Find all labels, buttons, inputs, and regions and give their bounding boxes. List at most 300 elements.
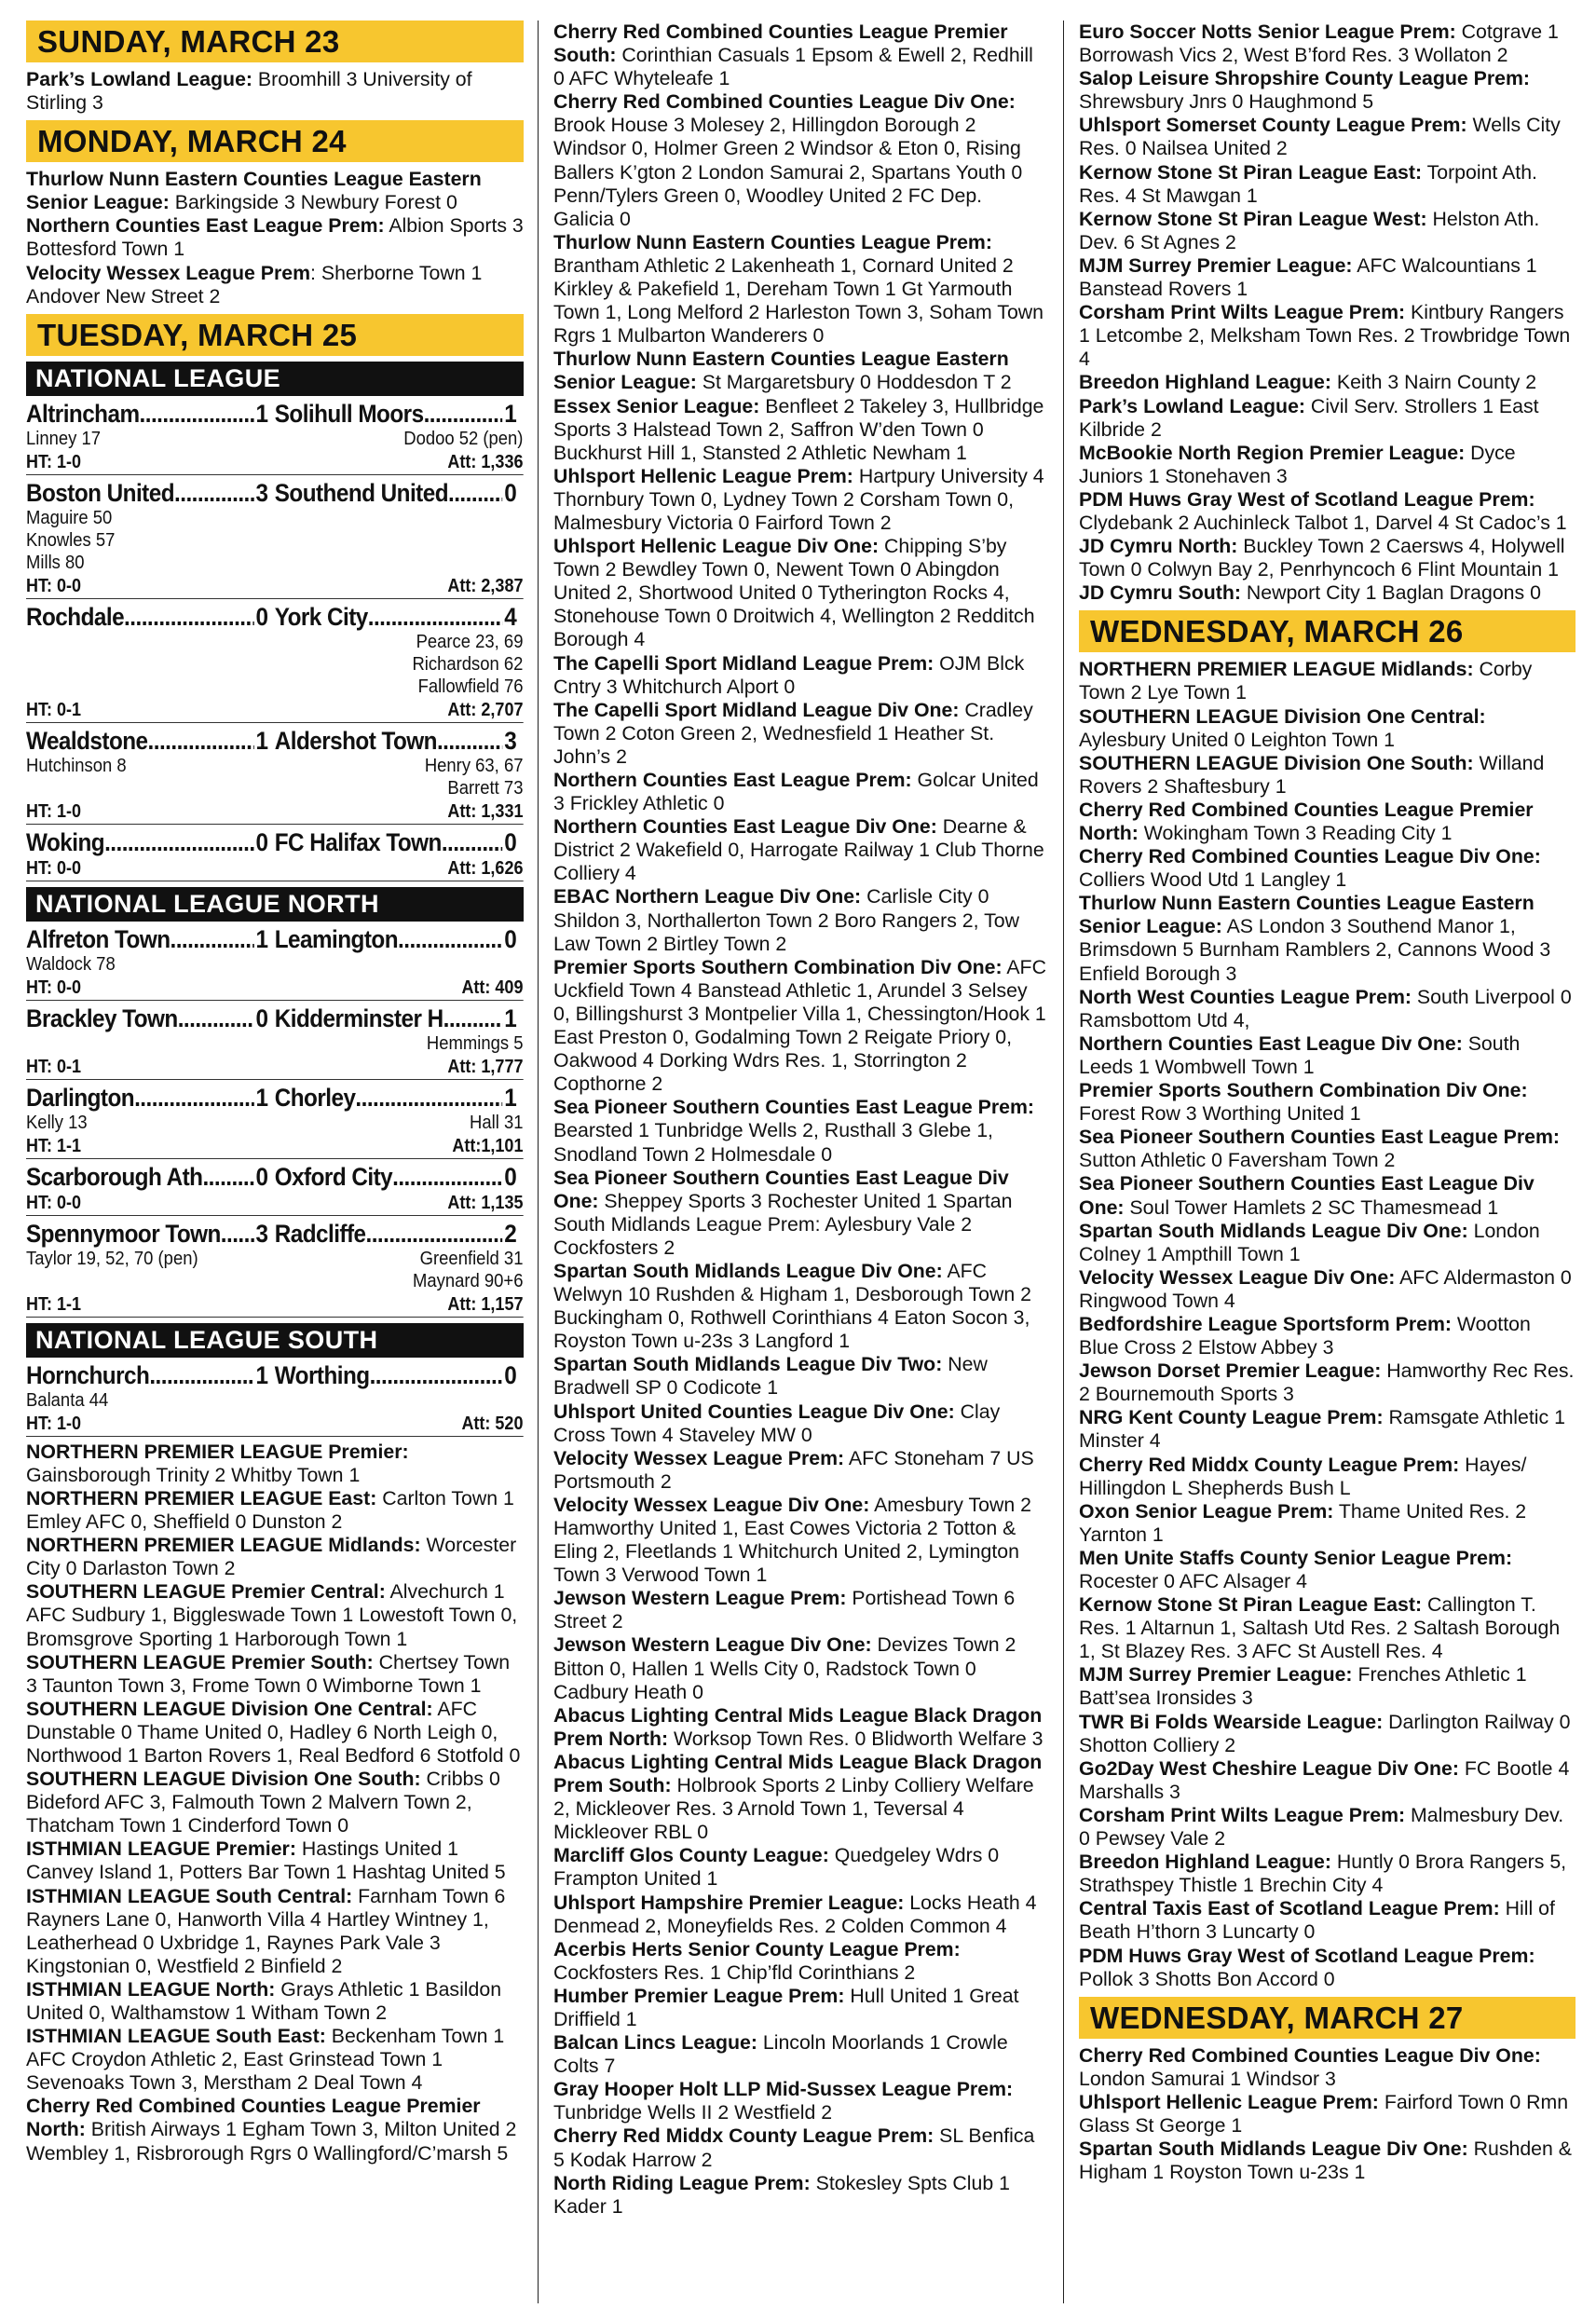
league-name: Uhlsport Hellenic League Div One:	[553, 535, 880, 558]
result-text: Worksop Town Res. 0 Blidworth Welfare 3	[668, 1727, 1044, 1750]
national-league-north-matches	[26, 925, 524, 1318]
column-2	[553, 20, 1047, 2219]
result-text: Holbrook Sports 2 Linby Colliery Welfare 2, Mickleover Res. 3 Arnold Town 1, Teversal 4 Mickleover RBL 0	[553, 1774, 1034, 1844]
column-1	[26, 20, 524, 2165]
result-entry	[26, 2025, 524, 2095]
result-text: Fairford Town 0 Rmn Glass St George 1	[1079, 2090, 1569, 2137]
result-text: Cradley Town 2 Coton Green 2, Wednesfield 1 Heather St. John’s 2	[553, 698, 1033, 768]
tuesday-results	[26, 1441, 524, 2165]
leader-dots	[370, 1361, 503, 1389]
result-entry	[26, 1885, 524, 1978]
away-team: Worthing	[274, 1360, 370, 1389]
league-name: NORTHERN PREMIER LEAGUE Midlands:	[1079, 658, 1474, 681]
result-text: Dearne & District 2 Wakefield 0, Harrogate Railway 1 Club Thorne Colliery 4	[553, 815, 1044, 885]
result-entry	[1079, 371, 1576, 394]
result-entry	[553, 815, 1047, 885]
result-text: Wootton Blue Cross 2 Elstow Abbey 3	[1079, 1312, 1531, 1359]
leader-dots	[424, 400, 503, 428]
result-entry	[1079, 1126, 1576, 1172]
home-team: Hornchurch	[26, 1360, 150, 1389]
league-name: Spartan South Midlands League Div One:	[1079, 1219, 1468, 1242]
result-text: Alvechurch 1 AFC Sudbury 1, Biggleswade Town 1 Lowestoft Town 0, Bromsgrove Sporting 1 Harborough Town 1	[26, 1580, 518, 1650]
result-entry	[1079, 488, 1576, 535]
match-line	[26, 925, 523, 953]
home-scorer: Balanta 44	[26, 1388, 109, 1411]
home-team: Rochdale	[26, 602, 125, 631]
away-team: Solihull Moors	[274, 399, 424, 428]
league-name: Cherry Red Combined Counties League Premier North:	[26, 2095, 481, 2141]
result-text: Wokingham Town 3 Reading City 1	[1138, 822, 1453, 844]
result-text: London Colney 1 Ampthill Town 1	[1079, 1219, 1540, 1265]
league-name: Oxon Senior League Prem:	[1079, 1499, 1334, 1523]
half-time-score: HT: 0-1	[26, 1056, 82, 1077]
result-entry	[1079, 395, 1576, 442]
league-name: Cherry Red Combined Counties League Div One:	[1079, 845, 1541, 868]
league-name: Uhlsport Somerset County League Prem:	[1079, 114, 1467, 137]
result-entry	[1079, 986, 1576, 1032]
result-entry	[553, 1844, 1047, 1891]
away-team: Kidderminster H	[274, 1004, 443, 1032]
away-team: York City	[274, 602, 368, 631]
result-text: Chertsey Town 3 Taunton Town 3, Frome Town 0 Wimborne Town 1	[26, 1650, 511, 1697]
half-time-row	[26, 574, 523, 599]
leader-dots	[442, 828, 503, 856]
league-name: Northern Counties East League Div One:	[553, 815, 937, 839]
league-name: JD Cymru North:	[1079, 535, 1238, 558]
home-team: Woking	[26, 827, 105, 856]
league-name: Salop Leisure Shropshire County League Prem:	[1079, 67, 1531, 90]
match-result	[26, 1361, 524, 1437]
league-name: SOUTHERN LEAGUE Division One South:	[26, 1768, 421, 1791]
half-time-row	[26, 1055, 523, 1080]
leader-dots	[149, 1361, 253, 1389]
result-entry	[553, 1704, 1047, 1751]
result-entry	[1079, 581, 1576, 605]
result-text: Corby Town 2 Lye Town 1	[1079, 658, 1533, 704]
result-entry	[26, 1580, 524, 1650]
away-scorer: Dodoo 52 (pen)	[403, 427, 524, 449]
result-text: OJM Blck Cntry 3 Whitchurch Alport 0	[553, 651, 1025, 698]
half-time-row	[26, 1191, 523, 1216]
home-team: Darlington	[26, 1083, 135, 1112]
result-entry	[1079, 1454, 1576, 1500]
result-entry	[26, 1698, 524, 1768]
half-time-score: HT: 0-0	[26, 575, 82, 596]
league-name: Kernow Stone St Piran League West:	[1079, 207, 1427, 230]
result-entry	[1079, 535, 1576, 581]
result-entry	[1079, 705, 1576, 752]
result-entry	[1079, 208, 1576, 254]
match-line	[26, 1361, 523, 1389]
half-time-row	[26, 1134, 523, 1159]
match-result	[26, 479, 524, 599]
result-entry	[1079, 1711, 1576, 1757]
home-score: 3	[255, 478, 268, 507]
result-entry	[553, 1353, 1047, 1400]
away-score: 0	[504, 1162, 517, 1191]
result-entry	[553, 1587, 1047, 1633]
league-name: Corsham Print Wilts League Prem:	[1079, 1803, 1406, 1826]
result-text: New Bradwell SP 0 Codicote 1	[553, 1353, 988, 1400]
away-scorer: Barrett 73	[447, 776, 524, 799]
match-line	[26, 828, 523, 856]
home-score: 0	[255, 1004, 268, 1032]
home-score: 1	[255, 1083, 268, 1112]
away-score: 2	[504, 1219, 517, 1248]
league-name: Spartan South Midlands League Div One:	[1079, 2138, 1468, 2161]
league-name: ISTHMIAN LEAGUE Premier:	[26, 1837, 296, 1861]
home-team: Brackley Town	[26, 1004, 178, 1032]
result-text: Thame United Res. 2 Yarnton 1	[1079, 1499, 1527, 1546]
league-name: Spartan South Midlands League Div One:	[553, 1259, 943, 1282]
league-name: The Capelli Sport Midland League Div One:	[553, 698, 960, 721]
match-line	[26, 1004, 523, 1032]
league-name: SOUTHERN LEAGUE Premier Central:	[26, 1580, 386, 1604]
result-entry	[1079, 301, 1576, 371]
result-text: Lincoln Moorlands 1 Crowle Colts 7	[553, 2031, 1008, 2078]
result-text: Ramsgate Athletic 1 Minster 4	[1079, 1406, 1565, 1453]
result-entry	[26, 1978, 524, 2025]
league-name: SOUTHERN LEAGUE Division One South:	[1079, 751, 1474, 774]
home-team: Altrincham	[26, 399, 140, 428]
half-time-score: HT: 0-0	[26, 857, 82, 879]
attendance: Att: 409	[461, 977, 524, 998]
away-scorer: Greenfield 31	[419, 1247, 524, 1269]
league-name: Corsham Print Wilts League Prem:	[1079, 301, 1406, 324]
match-line	[26, 1084, 523, 1112]
leader-dots	[398, 925, 502, 953]
result-entry	[553, 1751, 1047, 1844]
half-time-score: HT: 1-0	[26, 800, 82, 822]
league-name: Sea Pioneer Southern Counties East League Div One:	[1079, 1172, 1535, 1219]
match-result	[26, 1163, 524, 1216]
league-name: SOUTHERN LEAGUE Division One Central:	[1079, 704, 1486, 728]
national-league-matches	[26, 400, 524, 881]
result-text: Stokesley Spts Club 1 Kader 1	[553, 2171, 1010, 2218]
result-entry	[1079, 1663, 1576, 1710]
league-name: NORTHERN PREMIER LEAGUE Premier:	[26, 1440, 409, 1463]
date-banner-wednesday-26: WEDNESDAY, MARCH 26	[1079, 610, 1576, 652]
home-score: 1	[255, 1360, 268, 1389]
result-text: Wells City Res. 0 Nailsea United 2	[1079, 114, 1561, 160]
leader-dots	[392, 1163, 502, 1191]
result-text: British Airways 1 Egham Town 3, Milton United 2 Wembley 1, Risbrorough Rgrs 0 Wallingford/C’marsh 5	[26, 2118, 517, 2165]
result-entry	[1079, 2044, 1576, 2091]
result-text: Locks Heath 4 Denmead 2, Moneyfields Res. 2 Colden Common 4	[553, 1891, 1037, 1937]
result-entry	[553, 1985, 1047, 2031]
result-text: Buckley Town 2 Caersws 4, Holywell Town 0 Colwyn Bay 2, Penrhyncoch 6 Flint Mountain 1	[1079, 535, 1565, 581]
attendance: Att: 520	[461, 1413, 524, 1434]
date-banner-monday: MONDAY, MARCH 24	[26, 120, 524, 162]
away-team: Chorley	[274, 1083, 356, 1112]
result-entry	[553, 90, 1047, 231]
result-text: Farnham Town 6 Rayners Lane 0, Hanworth Villa 4 Hartley Wintney 1, Leatherhead 0 Uxbridge 1, Raynes Park Vale 3 Kingstonian 0, Westfield 2 Binfield 2	[26, 1884, 506, 1977]
result-entry	[1079, 1032, 1576, 1079]
match-result	[26, 727, 524, 825]
away-score: 1	[504, 1004, 517, 1032]
league-name: North Riding League Prem:	[553, 2171, 811, 2194]
league-name: Euro Soccer Notts Senior League Prem:	[1079, 20, 1456, 43]
result-entry	[26, 1441, 524, 1487]
scorers	[26, 1248, 523, 1292]
result-text: Hill of Beath H’thorn 3 Luncarty 0	[1079, 1897, 1555, 1944]
home-score: 1	[255, 726, 268, 755]
leader-dots	[104, 828, 254, 856]
result-entry	[26, 214, 524, 261]
result-text: Soul Tower Hamlets 2 SC Thamesmead 1	[1124, 1195, 1499, 1219]
result-entry	[1079, 114, 1576, 160]
league-name: Uhlsport Hampshire Premier League:	[553, 1891, 905, 1914]
result-entry	[1079, 1897, 1576, 1944]
result-text: Cribbs 0 Bideford AFC 3, Falmouth Town 2 Malvern Town 2, Thatcham Town 1 Cinderford Town 0	[26, 1768, 500, 1837]
result-entry	[1079, 1266, 1576, 1313]
result-text: Huntly 0 Brora Rangers 5, Strathspey Thistle 1 Brechin City 4	[1079, 1851, 1567, 1897]
result-text: : Sherborne Town 1 Andover New Street 2	[26, 261, 483, 307]
attendance: Att: 1,331	[447, 800, 524, 822]
league-name: Velocity Wessex League Div One:	[1079, 1265, 1396, 1289]
half-time-score: HT: 1-0	[26, 1413, 82, 1434]
match-line	[26, 400, 523, 428]
league-name: Abacus Lighting Central Mids League Black Dragon Prem South:	[553, 1750, 1043, 1797]
home-team: Wealdstone	[26, 726, 148, 755]
league-name: JD Cymru South:	[1079, 581, 1241, 605]
attendance: Att: 1,135	[447, 1192, 524, 1213]
home-score: 1	[255, 399, 268, 428]
away-team: Southend United	[274, 478, 449, 507]
result-entry	[553, 885, 1047, 955]
league-name: Balcan Lincs League:	[553, 2031, 757, 2055]
home-team: Alfreton Town	[26, 924, 171, 953]
result-text: Rushden & Higham 1 Royston Town u-23s 1	[1079, 2138, 1572, 2184]
result-entry	[553, 2172, 1047, 2219]
result-text: Carlisle City 0 Shildon 3, Northallerton Town 2 Boro Rangers 2, Tow Law Town 2 Birtley Town 2	[553, 885, 1019, 955]
leader-dots	[174, 479, 254, 507]
half-time-score: HT: 0-0	[26, 1192, 82, 1213]
league-name: Northern Counties East League Prem:	[26, 214, 385, 238]
match-line	[26, 1220, 523, 1248]
league-name: Velocity Wessex League Prem	[26, 261, 311, 284]
league-name: Uhlsport Hellenic League Prem:	[553, 464, 853, 487]
away-team: Aldershot Town	[274, 726, 437, 755]
scorers	[26, 1032, 523, 1055]
league-name: Kernow Stone St Piran League East:	[1079, 160, 1423, 184]
home-scorer: Maguire 50	[26, 506, 113, 528]
attendance: Att: 1,777	[447, 1056, 524, 1077]
wednesday-26-results	[1079, 658, 1576, 1990]
result-entry	[1079, 1500, 1576, 1547]
leader-dots	[437, 727, 503, 755]
result-entry	[1079, 67, 1576, 114]
league-name: Central Taxis East of Scotland League Prem:	[1079, 1897, 1500, 1920]
result-entry	[553, 956, 1047, 1097]
result-entry	[553, 395, 1047, 465]
league-name: NORTHERN PREMIER LEAGUE East:	[26, 1486, 377, 1509]
result-text: Forest Row 3 Worthing United 1	[1079, 1102, 1361, 1126]
half-time-score: HT: 1-0	[26, 451, 82, 472]
match-result	[26, 1220, 524, 1318]
result-text: Willand Rovers 2 Shaftesbury 1	[1079, 751, 1545, 798]
away-team: Oxford City	[274, 1162, 393, 1191]
result-entry	[1079, 658, 1576, 704]
home-score: 1	[255, 924, 268, 953]
half-time-row	[26, 1292, 523, 1318]
result-text: Newport City 1 Baglan Dragons 0	[1240, 581, 1541, 605]
league-name: Go2Day West Cheshire League Div One:	[1079, 1756, 1459, 1780]
national-league-north-header: NATIONAL LEAGUE NORTH	[26, 887, 524, 922]
result-entry	[1079, 752, 1576, 799]
result-text: Rocester 0 AFC Alsager 4	[1079, 1570, 1308, 1592]
league-name: Cherry Red Combined Counties League Premier South:	[553, 20, 1008, 67]
half-time-row	[26, 698, 523, 723]
result-text: Civil Serv. Strollers 1 East Kilbride 2	[1079, 394, 1539, 441]
home-scorer: Taylor 19, 52, 70 (pen)	[26, 1247, 198, 1269]
result-entry	[1079, 2091, 1576, 2138]
away-team: FC Halifax Town	[274, 827, 442, 856]
result-entry	[1079, 1406, 1576, 1453]
scorers	[26, 1112, 523, 1134]
league-name: Cherry Red Combined Counties League Div One:	[1079, 2043, 1541, 2067]
result-entry	[1079, 442, 1576, 488]
date-banner-wednesday-27: WEDNESDAY, MARCH 27	[1079, 1997, 1576, 2039]
result-text: Hull United 1 Great Driffield 1	[553, 1984, 1019, 2030]
result-entry	[1079, 1593, 1576, 1663]
league-name: Northern Counties East League Div One:	[1079, 1031, 1463, 1055]
league-name: Cherry Red Middx County League Prem:	[553, 2124, 934, 2148]
attendance: Att:1,101	[452, 1135, 524, 1156]
result-entry	[1079, 1172, 1576, 1219]
attendance: Att: 1,626	[447, 857, 524, 879]
result-text: Aylesbury United 0 Leighton Town 1	[1079, 728, 1396, 751]
league-name: Northern Counties East League Prem:	[553, 769, 912, 791]
league-name: Spartan South Midlands League Div Two:	[553, 1353, 943, 1376]
result-text: FC Bootle 4 Marshalls 3	[1079, 1756, 1570, 1803]
match-line	[26, 727, 523, 755]
league-name: Humber Premier League Prem:	[553, 1984, 845, 2007]
match-result	[26, 400, 524, 475]
home-scorer: Kelly 13	[26, 1111, 88, 1133]
league-name: Velocity Wessex League Div One:	[553, 1493, 870, 1516]
result-text: Colliers Wood Utd 1 Langley 1	[1079, 868, 1347, 892]
home-scorer: Knowles 57	[26, 528, 116, 551]
result-text: AS London 3 Southend Manor 1, Brimsdown 5 Burnham Ramblers 2, Cannons Wood 3 Enfield Borough 3	[1079, 915, 1551, 985]
result-text: Frenches Athletic 1 Batt’sea Ironsides 3	[1079, 1663, 1527, 1710]
result-text: Golcar United 3 Frickley Athletic 0	[553, 769, 1039, 815]
result-text: Amesbury Town 2 Hamworthy United 1, East Cowes Victoria 2 Totton & Eling 2, Fleetlands 1 Whitchurch United 2, Lymington Town 3 Verwood Town 1	[553, 1493, 1031, 1587]
national-league-south-matches	[26, 1361, 524, 1437]
home-score: 3	[255, 1219, 268, 1248]
result-entry	[1079, 1079, 1576, 1126]
match-result	[26, 828, 524, 881]
result-entry	[553, 1400, 1047, 1447]
half-time-row	[26, 976, 523, 1001]
monday-results	[26, 168, 524, 308]
result-text: Portishead Town 6 Street 2	[553, 1587, 1016, 1633]
league-name: Marcliff Glos County League:	[553, 1844, 829, 1867]
result-entry	[553, 2078, 1047, 2124]
away-scorer: Pearce 23, 69	[416, 630, 524, 652]
league-name: Gray Hooper Holt LLP Mid-Sussex League Prem:	[553, 2078, 1014, 2101]
leader-dots	[140, 400, 254, 428]
attendance: Att: 1,336	[447, 451, 524, 472]
away-team: Leamington	[274, 924, 399, 953]
result-text: Kintbury Rangers 1 Letcombe 2, Melksham Town Res. 2 Trowbridge Town 4	[1079, 301, 1571, 371]
result-text: London Samurai 1 Windsor 3	[1079, 2067, 1336, 2090]
league-name: Cherry Red Combined Counties League Div One:	[553, 90, 1016, 114]
result-entry	[1079, 20, 1576, 67]
attendance: Att: 2,707	[447, 699, 524, 720]
league-name: Thurlow Nunn Eastern Counties League Eastern Senior League:	[1079, 892, 1535, 938]
column-divider	[1063, 20, 1064, 2303]
league-name: Velocity Wessex League Prem:	[553, 1446, 845, 1469]
home-team: Spennymoor Town	[26, 1219, 221, 1248]
league-name: Premier Sports Southern Combination Div One:	[1079, 1079, 1528, 1102]
half-time-score: HT: 0-1	[26, 699, 82, 720]
league-name: Cherry Red Combined Counties League Premier North:	[1079, 798, 1534, 844]
away-scorer: Maynard 90+6	[412, 1269, 524, 1291]
column-divider	[538, 20, 539, 2303]
result-entry	[26, 1768, 524, 1837]
result-entry	[1079, 892, 1576, 985]
half-time-row	[26, 856, 523, 881]
sunday-results	[26, 68, 524, 115]
result-entry	[1079, 1757, 1576, 1804]
date-banner-tuesday: TUESDAY, MARCH 25	[26, 314, 524, 356]
result-entry	[1079, 1220, 1576, 1266]
league-name: Acerbis Herts Senior County League Prem:	[553, 1937, 961, 1960]
result-entry	[553, 652, 1047, 699]
result-text: AFC Dunstable 0 Thame United 0, Hadley 6 North Leigh 0, Northwood 1 Barton Rovers 1, Real Bedford 6 Stotfold 0	[26, 1697, 521, 1767]
away-score: 0	[504, 924, 517, 953]
result-text: Albion Sports 3 Bottesford Town 1	[26, 214, 524, 261]
result-entry	[1079, 799, 1576, 845]
league-name: NORTHERN PREMIER LEAGUE Midlands:	[26, 1534, 421, 1557]
date-banner-sunday: SUNDAY, MARCH 23	[26, 20, 524, 62]
result-entry	[553, 1167, 1047, 1260]
half-time-score: HT: 0-0	[26, 977, 82, 998]
away-score: 0	[504, 827, 517, 856]
leader-dots	[148, 727, 254, 755]
league-name: Uhlsport United Counties League Div One:	[553, 1400, 955, 1423]
league-name: PDM Huws Gray West of Scotland League Prem:	[1079, 487, 1535, 511]
result-text: Corinthian Casuals 1 Epsom & Ewell 2, Redhill 0 AFC Whyteleafe 1	[553, 44, 1033, 90]
attendance: Att: 1,157	[447, 1293, 524, 1315]
result-text: Benfleet 2 Takeley 3, Hullbridge Sports 3 Halstead Town 2, Saffron W’den Town 0 Buckhurst Hill 1, Stansted 2 Athletic Newham 1	[553, 394, 1044, 464]
result-entry	[553, 535, 1047, 651]
match-result	[26, 925, 524, 1001]
league-name: TWR Bi Folds Wearside League:	[1079, 1710, 1384, 1733]
result-entry	[26, 68, 524, 115]
league-name: Park’s Lowland League:	[26, 68, 253, 90]
leader-dots	[443, 1004, 503, 1032]
league-name: SOUTHERN LEAGUE Premier South:	[26, 1650, 374, 1673]
league-name: ISTHMIAN LEAGUE South East:	[26, 2025, 326, 2048]
result-entry	[553, 2031, 1047, 2078]
leader-dots	[124, 603, 254, 631]
result-text: AFC Stoneham 7 US Portsmouth 2	[553, 1446, 1034, 1493]
scorers	[26, 953, 523, 976]
result-entry	[26, 2095, 524, 2165]
half-time-row	[26, 1412, 523, 1437]
half-time-row	[26, 450, 523, 475]
result-entry	[553, 1260, 1047, 1353]
result-entry	[553, 1447, 1047, 1494]
home-team: Boston United	[26, 478, 175, 507]
away-scorer: Hemmings 5	[426, 1031, 524, 1054]
result-text: Sutton Athletic 0 Faversham Town 2	[1079, 1149, 1396, 1172]
home-score: 0	[255, 602, 268, 631]
league-name: SOUTHERN LEAGUE Division One Central:	[26, 1697, 433, 1720]
scorers	[26, 755, 523, 799]
